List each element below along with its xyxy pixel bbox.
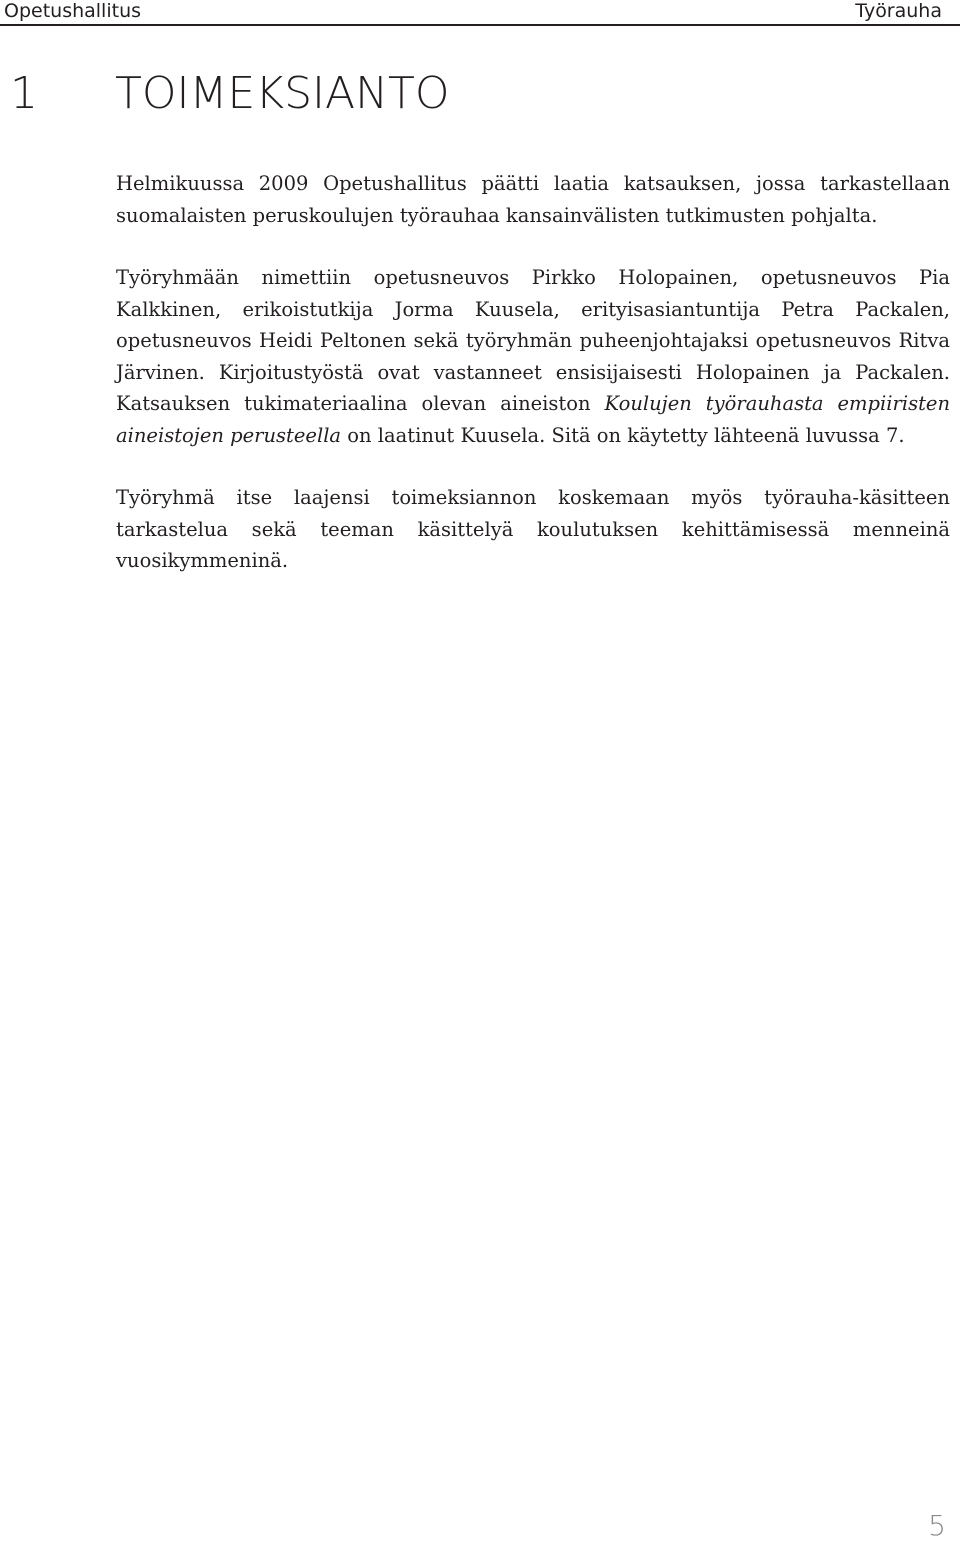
paragraph-2-part-1: Työryhmään nimettiin opetusneuvos Pirkko Holopainen, opetusneuvos Pia Kalkkinen, erikoistutkija Jorma Kuusela, erityisasiantuntija Petra Packalen, opetusneuvos Heidi Peltonen sekä työryhmän puheenjohtajaksi opetusneuvos Ritva Järvinen. Kirjoitustyöstä ovat vastanneet ensisijaisesti Holopainen ja Packalen. Katsauksen tukimateriaalina olevan aineiston <box>116 266 950 415</box>
header-publisher: Opetushallitus <box>4 0 142 22</box>
body-text <box>116 168 950 608</box>
paragraph-2 <box>116 262 950 451</box>
running-header <box>0 0 960 24</box>
paragraph-2-italic-title: Koulujen työrauhasta empiiristen aineistojen perusteella <box>116 392 951 447</box>
header-title: Työrauha <box>855 0 942 22</box>
chapter-heading <box>10 64 450 124</box>
chapter-number: 1 <box>10 68 38 119</box>
header-rule <box>0 24 960 26</box>
paragraph-3: Työryhmä itse laajensi toimeksiannon koskemaan myös työrauha-käsitteen tarkastelua sekä teeman käsittelyä koulutuksen kehittämisessä menneinä vuosikymmeninä. <box>116 486 950 572</box>
page-number: 5 <box>928 1509 946 1542</box>
chapter-title: TOIMEKSIANTO <box>115 68 450 119</box>
paragraph-2-part-2: on laatinut Kuusela. Sitä on käytetty lähteenä luvussa 7. <box>341 423 905 447</box>
paragraph-1: Helmikuussa 2009 Opetushallitus päätti laatia katsauksen, jossa tarkastellaan suomalaisten peruskoulujen työrauhaa kansainvälisten tutkimusten pohjalta. <box>116 172 950 227</box>
